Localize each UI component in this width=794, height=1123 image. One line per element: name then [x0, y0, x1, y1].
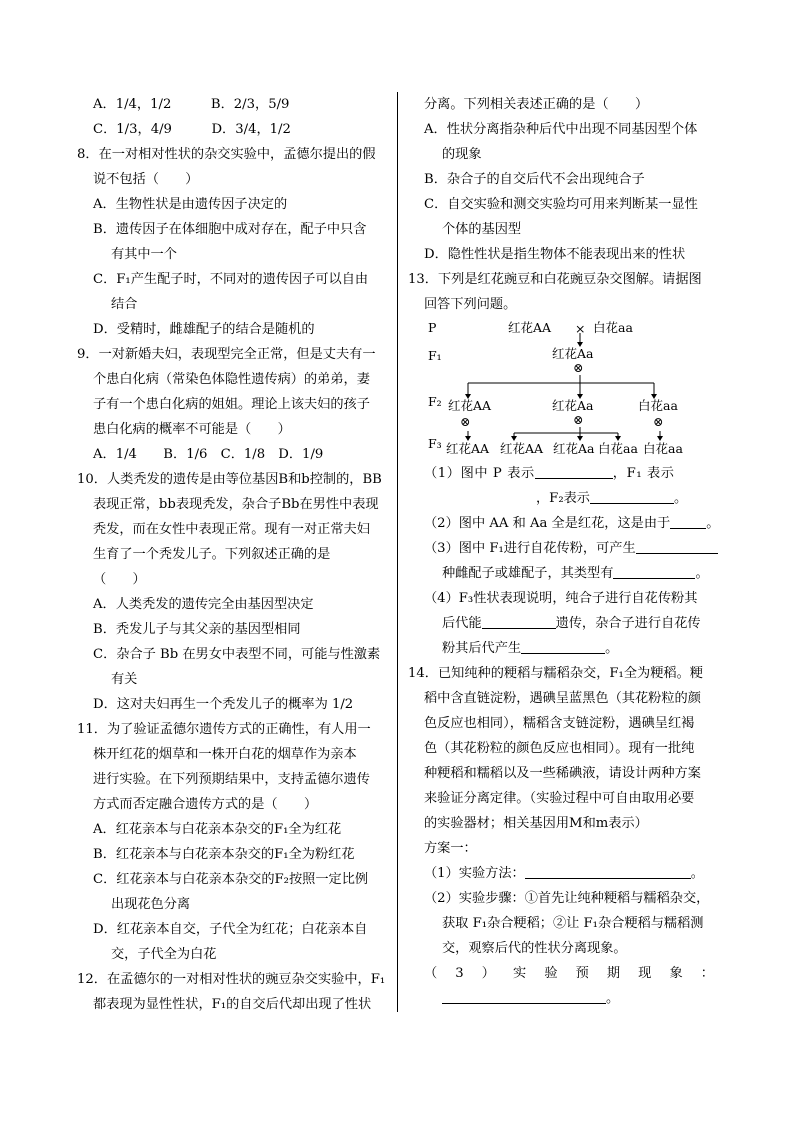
q13-part4-line3: 粉其后代产生 。 [408, 636, 720, 661]
f3-red-aa: 红花AA [446, 441, 490, 456]
text-line-q14_l1: 14．已知纯种的粳稻与糯稻杂交，F₁全为粳稻。粳 [408, 666, 703, 681]
answer-blank[interactable] [590, 487, 674, 504]
q14-part3-char: （ [424, 966, 438, 981]
text-line-q12_l1: 12．在孟德尔的一对相对性状的豌豆杂交实验中，F₁ [77, 972, 386, 987]
answer-blank[interactable] [613, 562, 695, 579]
text-line-q10_l5: （ ） [93, 572, 146, 587]
text-line-q13_l1: 13．下列是红花豌豆和白花豌豆杂交图解。请据图 [408, 272, 702, 287]
selfing-icon: ⊗ [573, 360, 584, 375]
text-line-q14_l5: 种粳稻和糯稻以及一些稀碘液，请设计两种方案 [424, 766, 701, 781]
q14-part2-line3: 交，观察后代的性状分离现象。 [442, 941, 627, 956]
text-line-q10_d: D．这对夫妇再生一个秃发儿子的概率为 1/2 [93, 697, 354, 712]
q14-part2: （2）实验步骤：①首先让纯种粳稻与糯稻杂交， [424, 891, 710, 906]
text-line-q12_l2: 都表现为显性性状，F₁的自交后代却出现了性状 [93, 997, 372, 1012]
text-line-q14_l2: 稻中含直链淀粉，遇碘呈蓝黑色（其花粉粒的颜 [424, 691, 701, 706]
text-line-q11_l1: 11．为了验证孟德尔遗传方式的正确性，有人用一 [77, 722, 371, 737]
text-line-q9_l2: 个患白化病（常染色体隐性遗传病）的弟弟，妻 [93, 372, 370, 387]
text-line-q8_c1: C．F₁产生配子时，不同对的遗传因子可以自由 [93, 272, 369, 287]
right-column [408, 92, 720, 1011]
text-line-q11_d1: D．红花亲本自交，子代全为红花；白花亲本自 [93, 922, 368, 937]
selfing-icon: ⊗ [573, 412, 584, 427]
left-column [77, 92, 389, 1017]
text-line-q7_opts2: C．1/3，4/9 D．3/4，1/2 [93, 122, 291, 137]
f1-red: 红花Aa [552, 346, 594, 361]
q13-part1-line2: ，F₂表示 。 [408, 486, 720, 511]
text-line-q10_c1: C．杂合子 Bb 在男女中表型不同，可能与性激素 [93, 647, 381, 662]
text-line-q11_b: B．红花亲本与白花亲本杂交的F₁全为粉红花 [93, 847, 355, 862]
text-line-q11_c2: 出现花色分离 [111, 897, 191, 912]
text-line-q9_l1: 9．一对新婚夫妇，表现型完全正常，但是丈夫有一 [77, 347, 376, 362]
text-line-q10_a: A．人类秃发的遗传完全由基因型决定 [93, 597, 314, 612]
answer-blank[interactable] [670, 512, 706, 529]
q13-part1: （1）图中 P 表示 ，F₁ 表示 [408, 461, 720, 486]
text-line-q14_l6: 来验证分离定律。（实验过程中可自由取用必要 [424, 791, 695, 806]
q13-part4: （4）F₃性状表现说明，纯合子进行自花传粉其 [424, 591, 698, 606]
text-line-q12_c1: C．自交实验和测交实验均可用来判断某一显性 [424, 197, 698, 212]
text-line-q12_b: B．杂合子的自交后代不会出现纯合子 [424, 172, 645, 187]
q14-part3-char: 象 [669, 966, 683, 981]
q13-part2: （2）图中 AA 和 Aa 全是红花，这是由于 。 [408, 511, 720, 536]
answer-blank[interactable] [521, 637, 605, 654]
q14-part3-char: 实 [513, 966, 527, 981]
f3-white: 白花aa [598, 441, 638, 456]
text-line-q11_d2: 交，子代全为白花 [111, 947, 217, 962]
f3-white: 白花aa [643, 441, 683, 456]
q13-part3-line2: 种雌配子或雄配子，其类型有 。 [408, 561, 720, 586]
text-line-q11_l4: 方式而否定融合遗传方式的是（ ） [93, 797, 318, 812]
q14-part3-char: ） [481, 966, 495, 981]
text-line-q8_a: A．生物性状是由遗传因子决定的 [93, 197, 288, 212]
answer-blank[interactable] [636, 537, 718, 554]
cross-diagram [408, 319, 720, 459]
answer-blank[interactable] [525, 862, 691, 879]
text-line-q10_l3: 秃发，而在女性中表现正常。现有一对正常夫妇 [93, 522, 370, 537]
text-line-q14_l7: 的实验器材；相关基因用M和m表示） [424, 816, 648, 831]
q14-part3-char: 期 [606, 966, 621, 981]
text-line-q10_l1: 10．人类秃发的遗传是由等位基因B和b控制的，BB [77, 472, 382, 487]
text-line-q8_l1: 8．在一对相对性状的杂交实验中，孟德尔提出的假 [77, 147, 376, 162]
text-line-q14_l3: 色反应也相同），糯稻含支链淀粉，遇碘呈红褐 [424, 716, 695, 731]
text-line-q14_l4: 色（其花粉粒的颜色反应也相同）。现有一批纯 [424, 741, 695, 756]
answer-blank[interactable] [442, 987, 606, 1004]
text-line-q11_c1: C．红花亲本与白花亲本杂交的F₂按照一定比例 [93, 872, 369, 887]
q14-part3-char: 3 [455, 966, 464, 981]
f2-red-aa: 红花AA [448, 398, 492, 413]
text-line-q9_l3: 子有一个患白化病的姐姐。理论上该夫妇的孩子 [93, 397, 370, 412]
q14-part3-char: 验 [544, 966, 558, 981]
f2-red-aa-het: 红花Aa [552, 398, 594, 413]
text-line-q11_l2: 株开红花的烟草和一株开白花的烟草作为亲本 [93, 747, 357, 762]
parent-white: 白花aa [593, 320, 633, 335]
text-line-q9_opts: A．1/4 B．1/6 C．1/8 D．1/9 [93, 447, 324, 462]
selfing-icon: ⊗ [653, 414, 664, 429]
label-p: P [428, 320, 437, 335]
text-line-q10_l2: 表现正常，bb表现秃发，杂合子Bb在男性中表现 [93, 497, 379, 512]
q14-part3-char: ： [700, 966, 714, 981]
selfing-icon: ⊗ [460, 414, 471, 429]
q14-part2-line2: 获取 F₁杂合粳稻；②让 F₁杂合粳稻与糯稻测 [442, 916, 704, 931]
cross-symbol: × [575, 321, 586, 336]
text-line-q14_plan: 方案一： [424, 841, 477, 856]
text-line-q11_a: A．红花亲本与白花亲本杂交的F₁全为红花 [93, 822, 342, 837]
text-line-q10_l4: 生育了一个秃发儿子。下列叙述正确的是 [93, 547, 331, 562]
text-line-q8_b2: 有其中一个 [111, 247, 177, 262]
text-line-q10_c2: 有关 [111, 672, 138, 687]
f2-white: 白花aa [638, 398, 678, 413]
text-line-q7_opts1: A．1/4，1/2 B．2/3，5/9 [93, 97, 290, 112]
label-f1: F₁ [428, 348, 442, 363]
q14-part1: （1）实验方法： 。 [408, 861, 720, 886]
text-line-q10_b: B．秃发儿子与其父亲的基因型相同 [93, 622, 301, 637]
q13-part3: （3）图中 F₁进行自花传粉，可产生 [408, 536, 720, 561]
text-line-q13_l2: 回答下列问题。 [424, 297, 517, 312]
text-line-q9_l4: 患白化病的概率不可能是（ ） [93, 422, 291, 437]
column-divider [397, 92, 398, 1012]
text-line-q12_d: D．隐性性状是指生物体不能表现出来的性状 [424, 247, 686, 262]
text-line-q8_d: D．受精时，雌雄配子的结合是随机的 [93, 322, 315, 337]
text-line-q8_c2: 结合 [111, 297, 138, 312]
q14-part3-char: 现 [638, 966, 652, 981]
f3-red-aa-het: 红花Aa [553, 441, 595, 456]
label-f2: F₂ [428, 394, 442, 409]
text-line-q12_c2: 个体的基因型 [442, 222, 522, 237]
text-line-q8_b1: B．遗传因子在体细胞中成对存在，配子中只含 [93, 222, 367, 237]
q14-part3-line2: 。 [408, 986, 720, 1011]
f3-red-aa: 红花AA [500, 441, 544, 456]
parent-red: 红花AA [508, 320, 552, 335]
q14-part3 [408, 961, 720, 986]
text-line-q12_a2: 的现象 [442, 147, 482, 162]
label-f3: F₃ [428, 436, 442, 451]
q13-part4-line2: 后代能 遗传，杂合子进行自花传 [408, 611, 720, 636]
cross-diagram-lines [408, 319, 720, 459]
answer-blank[interactable] [482, 612, 556, 629]
q14-part3-char: 预 [575, 966, 589, 981]
text-line-q11_l3: 进行实验。在下列预期结果中，支持孟德尔遗传 [93, 772, 370, 787]
answer-blank[interactable] [535, 462, 613, 479]
text-line-q12_l3: 分离。下列相关表述正确的是（ ） [424, 97, 649, 112]
text-line-q12_a1: A．性状分离指杂种后代中出现不同基因型个体 [424, 122, 698, 137]
text-line-q8_l2: 说不包括（ ） [93, 172, 199, 187]
